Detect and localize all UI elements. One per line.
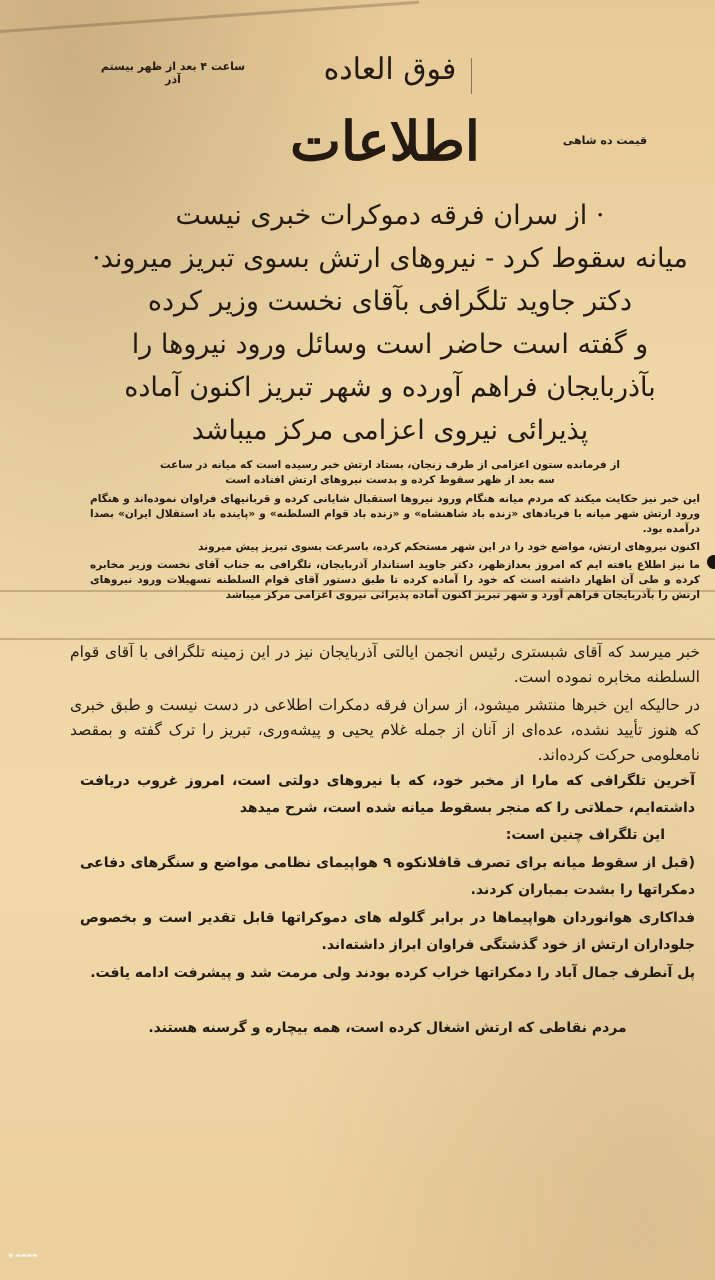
article-paragraph-11: مردم نقاطی که ارتش اشغال کرده است، همه بیچاره و گرسنه هستند. [148, 1020, 627, 1036]
masthead-title: اطلاعات [290, 109, 480, 173]
watermark-logo-icon: ◉ ▬▬▬▬ [8, 1252, 38, 1259]
punch-hole-icon [707, 555, 715, 569]
headline-line-1: · از سران فرقه دموکرات خبری نیست [175, 200, 605, 231]
headline-line-5: بآذربایجان فراهم آورده و شهر تبریز اکنون آماده [124, 372, 656, 403]
headline-line-2: میانه سقوط کرد - نیروهای ارتش بسوی تبریز میروند· [92, 243, 688, 274]
paper-fold-top [0, 1, 419, 33]
edition-label: فوق العاده [300, 52, 480, 87]
price-label: قیمت ده شاهی [562, 134, 648, 147]
article-paragraph-1: این خبر نیز حکایت میکند که مردم میانه هنگام ورود نیروها استقبال شایانی کرده و قربانیهای فراوان نموده‌اند و هنگام ورود ارتش شهر میانه با فریادهای «زنده باد شاهنشاه» و «زنده باد قوام السلطنه» و «پاینده باد استقلال ایران» بصدا درآمده بود. [90, 493, 700, 536]
article-paragraph-8: (قبل از سقوط میانه برای تصرف قافلانکوه ۹ هواپیمای نظامی مواضع و سنگرهای دفاعی دمکراتها را بشدت بمباران کردند. [80, 855, 695, 899]
article-paragraph-10: پل آنطرف جمال آباد را دمکراتها خراب کرده بودند ولی مرمت شد و پیشرفت ادامه یافت. [90, 965, 695, 981]
article-paragraph-9: فداکاری هوانوردان هواپیماها در برابر گلوله های دموکراتها قابل تقدیر است و بخصوص جلوداران ارتش از خود گذشتگی فراوان ابراز داشته‌اند. [80, 910, 695, 954]
headline-line-4: و گفته است حاضر است وسائل ورود نیروها را [131, 329, 649, 360]
article-paragraph-7: این تلگراف چنین است: [505, 827, 665, 843]
subheadline: از فرمانده ستون اعزامی از طرف زنجان، بستاد ارتش خبر رسیده است که میانه در ساعت سه بعد از ظهر سقوط کرده و بدست نیروهای ارتش افتاده است [160, 459, 620, 487]
article-paragraph-3: ما نیز اطلاع یافته ایم که امروز بعدازظهر، دکتر جاوید استاندار آذربایجان، تلگرافی به جناب آقای نخست وزیر مخابره کرده و طی آن اظهار داشته است که خود را آماده کرده تا طبق دستور آقای قوام السلطنه تسهیلات ورود نیروهای ارتش را بآذربایجان فراهم آورد و شهر تبریز اکنون آماده پذیرائی نیروی اعزامی مرکز میباشد [90, 559, 700, 602]
headline-line-3: دکتر جاوید تلگرافی بآقای نخست وزیر کرده [147, 286, 633, 317]
article-paragraph-5: در حالیکه این خبرها منتشر میشود، از سران فرقه دمکرات اطلاعی در دست نیست و طبق خبری که هنوز تأیید نشده، عده‌ای از آنان از جمله غلام یحیی و پیشه‌وری، تبریز را ترک گفته و بمقصد نامعلومی حرکت کرده‌اند. [70, 696, 700, 764]
dateline: ساعت ۴ بعد از ظهر بیستم آذر [100, 60, 246, 86]
article-paragraph-6: آخرین تلگرافی که مارا از مخبر خود، که با نیروهای دولتی است، امروز غروب دریافت داشته‌ایم، حملاتی را که منجر بسقوط میانه شده است، شرح میدهد [80, 773, 695, 817]
article-paragraph-4: خبر میرسد که آقای شبستری رئیس انجمن ایالتی آذربایجان نیز در این زمینه تلگرافی با آقای قوام السلطنه مخابره نموده است. [70, 643, 700, 686]
headline-line-6: پذیرائی نیروی اعزامی مرکز میباشد [191, 415, 589, 446]
article-paragraph-2: اکنون نیروهای ارتش، مواضع خود را در این شهر مستحکم کرده، باسرعت بسوی تبریز پیش میروند [198, 541, 700, 553]
